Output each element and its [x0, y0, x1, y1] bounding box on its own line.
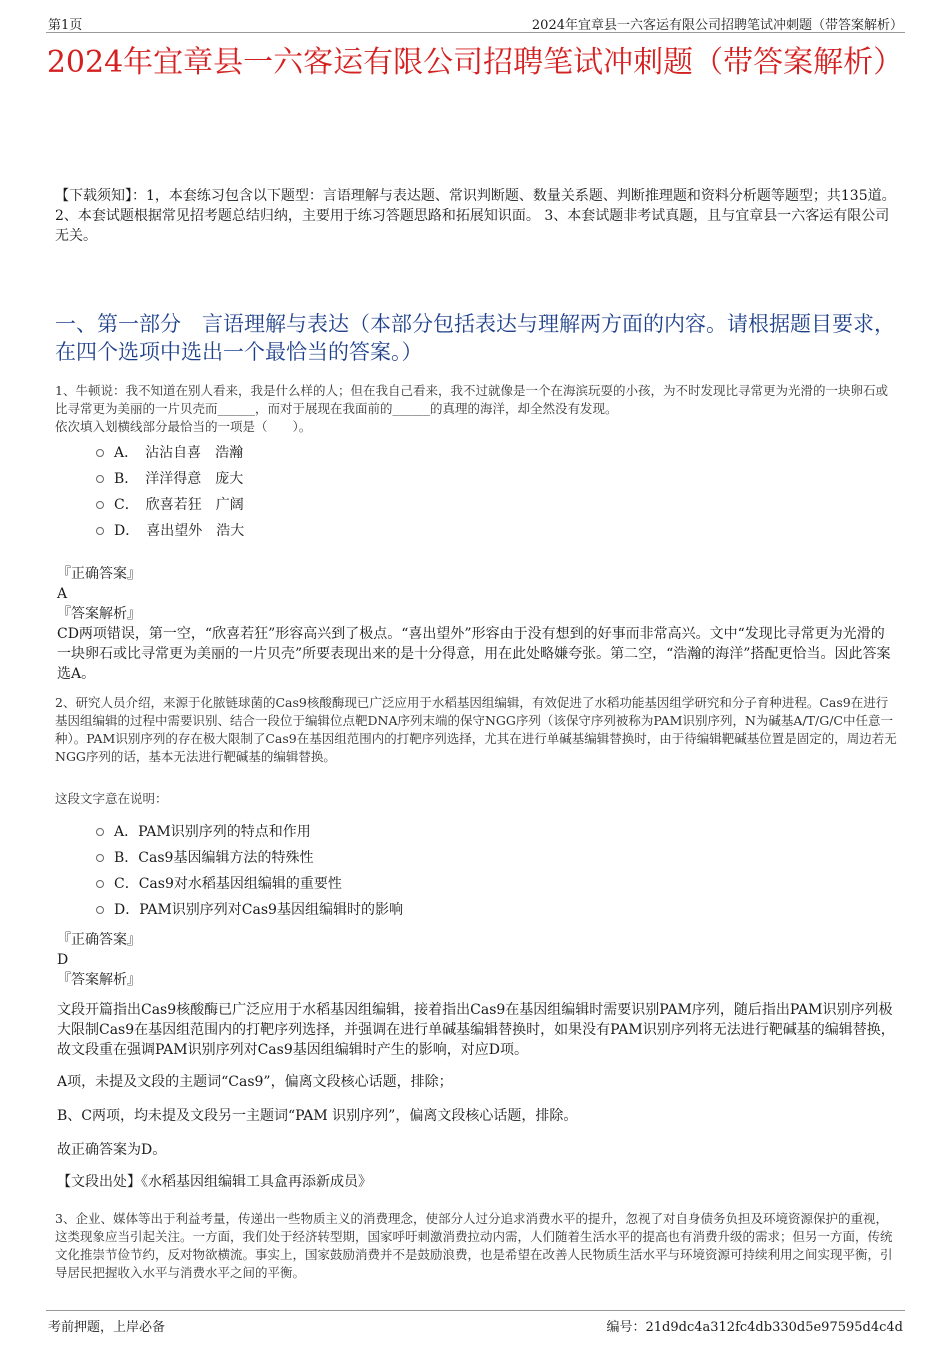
page-number: 第1页 — [48, 18, 83, 33]
option-d[interactable]: D．PAM识别序列对Cas9基因组编辑时的影响 — [96, 897, 403, 923]
option-b[interactable]: B． 洋洋得意 庞大 — [96, 466, 244, 492]
question-1-text: 1、牛顿说：我不知道在别人看来，我是什么样的人；但在我自己看来，我不过就像是一个在海滨玩耍的小孩，为不时发现比寻常更为光滑的一块卵石或比寻常更为美丽的一片贝壳而______，而对于展现在我面前的______的真理的海洋，却全然没有发现。 依次填入划横线部分最恰当的一项是（ ）。 — [55, 382, 898, 436]
option-c[interactable]: C．Cas9对水稻基因组编辑的重要性 — [96, 871, 403, 897]
question-3-text: 3、企业、媒体等出于利益考量，传递出一些物质主义的消费理念，使部分人过分追求消费水平的提升，忽视了对自身债务负担及环境资源保护的重视，这类现象应当引起关注。一方面，我们处于经济转型期，国家呼吁刺激消费拉动内需，人们随着生活水平的提高也有消费升级的需求；但另一方面，传统文化推崇节俭节约，反对物欲横流。事实上，国家鼓励消费并不是鼓励浪费，也是希望在改善人民物质生活水平与环境资源可持续利用之间实现平衡，引导居民把握收入水平与消费水平之间的平衡。 — [55, 1211, 893, 1280]
analysis-label: 『答案解析』 — [57, 972, 141, 988]
analysis-text: CD两项错误，第一空，“欣喜若狂”形容高兴到了极点。“喜出望外”形容由于没有想到的好事而非常高兴。文中“发现比寻常更为光滑的一块卵石或比寻常更为美丽的一片贝壳”所要表现出来的是十分得意，用在此处略嫌夸张。第二空，“浩瀚的海洋”搭配更恰当。因此答案选A。 — [57, 626, 891, 682]
radio-icon[interactable] — [96, 475, 104, 483]
question-2-prompt: 这段文字意在说明： — [55, 791, 168, 806]
radio-icon[interactable] — [96, 449, 104, 457]
header-doc-title: 2024年宜章县一六客运有限公司招聘笔试冲刺题（带答案解析） — [531, 18, 903, 33]
document-title: 2024年宜章县一六客运有限公司招聘笔试冲刺题（带答案解析） — [46, 45, 904, 80]
question-1-answer-block — [57, 564, 898, 684]
radio-icon[interactable] — [96, 880, 104, 888]
answer-label: 『正确答案』 — [57, 932, 141, 948]
download-notice: 【下载须知】：1，本套练习包含以下题型：言语理解与表达题、常识判断题、数量关系题、判断推理题和资料分析题等题型；共135道。 2、本套试题根据常见招考题总结归纳，主要用于练习答题思路和拓展知识面。 3、本套试题非考试真题，且与宜章县一六客运有限公司无关。 — [55, 188, 896, 244]
analysis-label: 『答案解析』 — [57, 606, 141, 622]
answer-value: A — [57, 586, 68, 602]
footer-code: 编号：21d9dc4a312fc4db330d5e97595d4c4d — [606, 1320, 903, 1335]
question-2-text: 2、研究人员介绍，来源于化脓链球菌的Cas9核酸酶现已广泛应用于水稻基因组编辑，有效促进了水稻功能基因组学研究和分子育种进程。Cas9在进行基因组编辑的过程中需要识别、结合一段位于编辑位点靶DNA序列末端的保守NGG序列（该保守序列被称为PAM识别序列，N为碱基A/T/G/C中任意一种）。PAM识别序列的存在极大限制了Cas9在基因组范围内的打靶序列选择，尤其在进行单碱基编辑替换时，由于待编辑靶碱基位置是固定的，周边若无NGG序列的话，基本无法进行靶碱基的编辑替换。 — [55, 695, 897, 764]
question-1-prompt: 依次填入划横线部分最恰当的一项是（ ）。 — [55, 419, 312, 434]
option-a[interactable]: A．PAM识别序列的特点和作用 — [96, 819, 403, 845]
page-footer — [46, 1310, 905, 1337]
question-2-answer-block — [57, 930, 898, 990]
question-1-options — [96, 440, 244, 544]
section-heading: 一、第一部分 言语理解与表达（本部分包括表达与理解两方面的内容。请根据题目要求，在四个选项中选出一个最恰当的答案。） — [55, 312, 895, 364]
question-2-options — [96, 819, 403, 923]
question-2-analysis: 文段开篇指出Cas9核酸酶已广泛应用于水稻基因组编辑，接着指出Cas9在基因组编辑时需要识别PAM序列，随后指出PAM识别序列极大限制Cas9在基因组范围内的打靶序列选择，并强调在进行单碱基编辑替换时，如果没有PAM识别序列将无法进行靶碱基的编辑替换，故文段重在强调PAM识别序列对Cas9基因组编辑时产生的影响，对应D项。 — [57, 1002, 895, 1058]
radio-icon[interactable] — [96, 501, 104, 509]
radio-icon[interactable] — [96, 828, 104, 836]
option-a[interactable]: A． 沾沾自喜 浩瀚 — [96, 440, 244, 466]
radio-icon[interactable] — [96, 906, 104, 914]
question-2-note-a: A项，未提及文段的主题词“Cas9”，偏离文段核心话题，排除； — [57, 1074, 453, 1090]
radio-icon[interactable] — [96, 854, 104, 862]
page-header — [46, 10, 905, 33]
footer-slogan: 考前押题，上岸必备 — [48, 1320, 166, 1335]
question-2-note-bc: B、C两项，均未提及文段另一主题词“PAM 识别序列”，偏离文段核心话题，排除。 — [57, 1108, 578, 1124]
option-b[interactable]: B．Cas9基因编辑方法的特殊性 — [96, 845, 403, 871]
radio-icon[interactable] — [96, 527, 104, 535]
question-2-conclusion: 故正确答案为D。 — [57, 1142, 167, 1158]
answer-label: 『正确答案』 — [57, 566, 141, 582]
option-d[interactable]: D． 喜出望外 浩大 — [96, 518, 244, 544]
answer-value: D — [57, 952, 69, 968]
question-2-source: 【文段出处】《水稻基因组编辑工具盒再添新成员》 — [57, 1174, 372, 1190]
option-c[interactable]: C． 欣喜若狂 广阔 — [96, 492, 244, 518]
